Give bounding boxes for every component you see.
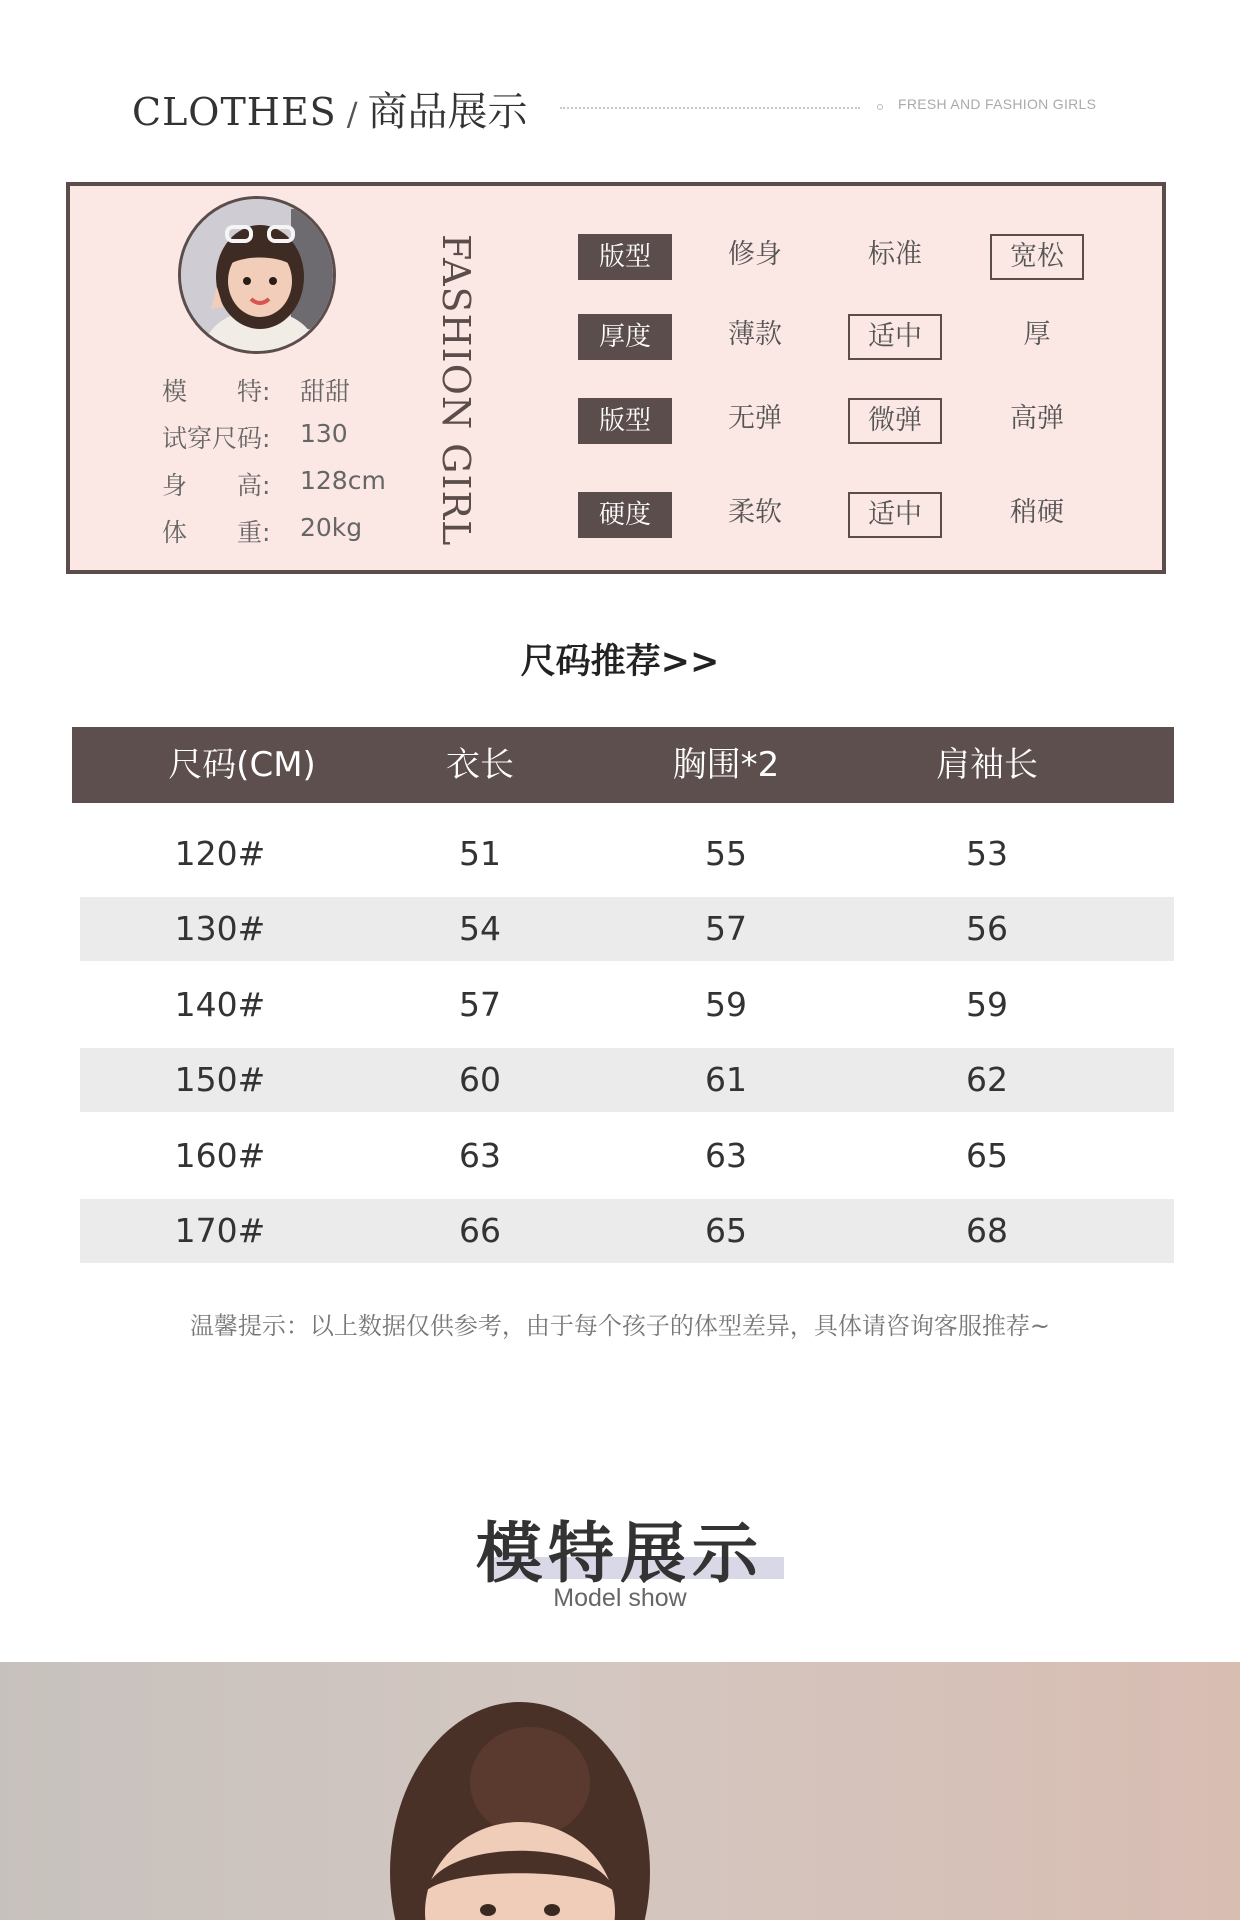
table-row [80, 897, 1174, 961]
section-title [132, 80, 528, 137]
cell-size: 140# [174, 985, 266, 1024]
attribute-option: 薄款 [728, 319, 782, 350]
cell-size: 120# [174, 834, 266, 873]
model-info-row [162, 419, 422, 466]
product-info-card [66, 182, 1166, 574]
attribute-row [578, 234, 1138, 280]
attribute-option-selected: 宽松 [990, 234, 1084, 280]
title-separator: / [346, 95, 358, 133]
model-info-list [162, 372, 422, 560]
column-header-chest: 胸围*2 [672, 745, 780, 785]
table-row [80, 1048, 1174, 1112]
info-value: 130 [300, 419, 348, 448]
model-portrait-icon [181, 199, 336, 354]
info-key: 模 特: [162, 377, 271, 406]
attribute-option-selected: 适中 [848, 492, 942, 538]
cell-chest: 59 [705, 985, 747, 1024]
cell-length: 54 [459, 909, 501, 948]
cell-sleeve: 68 [966, 1211, 1008, 1250]
info-value: 甜甜 [300, 377, 351, 406]
title-chinese: 商品展示 [367, 89, 528, 135]
size-recommend-title: 尺码推荐>> [520, 642, 720, 682]
table-row [80, 973, 1174, 1037]
attribute-row [578, 492, 1138, 538]
column-header-sleeve: 肩袖长 [936, 745, 1038, 785]
attribute-option: 高弹 [1010, 403, 1064, 434]
cell-chest: 57 [705, 909, 747, 948]
model-avatar [178, 196, 336, 354]
attribute-option: 稍硬 [1010, 497, 1064, 528]
cell-chest: 65 [705, 1211, 747, 1250]
cell-sleeve: 59 [966, 985, 1008, 1024]
attribute-label: 厚度 [578, 314, 672, 360]
cell-length: 51 [459, 834, 501, 873]
info-key: 身 高: [162, 471, 271, 500]
table-row [80, 1199, 1174, 1263]
cell-sleeve: 56 [966, 909, 1008, 948]
column-header-length: 衣长 [446, 745, 514, 785]
cell-length: 60 [459, 1060, 501, 1099]
attribute-row [578, 314, 1138, 360]
vertical-label: FASHION GIRL [434, 234, 478, 547]
model-info-row [162, 466, 422, 513]
attribute-option-selected: 微弹 [848, 398, 942, 444]
attribute-option: 无弹 [728, 403, 782, 434]
vertical-fashion-text [434, 234, 508, 547]
cell-length: 66 [459, 1211, 501, 1250]
title-english: CLOTHES [132, 90, 337, 134]
model-show-subtitle: Model show [553, 1584, 687, 1612]
attribute-option: 厚 [1023, 319, 1051, 350]
circle-bullet-icon [877, 104, 883, 110]
info-value: 128cm [300, 466, 386, 495]
cell-size: 150# [174, 1060, 266, 1099]
model-photo-illustration-icon [0, 1662, 1240, 1920]
cell-size: 160# [174, 1136, 266, 1175]
column-header-size: 尺码(CM) [168, 745, 316, 785]
dotted-divider [560, 107, 860, 109]
page-header [0, 0, 1240, 150]
model-photo [0, 1662, 1240, 1920]
attribute-option: 标准 [868, 239, 922, 270]
cell-size: 130# [174, 909, 266, 948]
cell-size: 170# [174, 1211, 266, 1250]
cell-length: 57 [459, 985, 501, 1024]
cell-length: 63 [459, 1136, 501, 1175]
table-row [80, 822, 1174, 886]
model-show-title: 模特展示 [476, 1515, 764, 1592]
info-value: 20kg [300, 513, 363, 542]
attribute-option: 柔软 [728, 497, 782, 528]
attribute-row [578, 398, 1138, 444]
model-info-row [162, 372, 422, 419]
attribute-label: 版型 [578, 398, 672, 444]
cell-chest: 61 [705, 1060, 747, 1099]
attribute-option-selected: 适中 [848, 314, 942, 360]
model-info-row [162, 513, 422, 560]
cell-chest: 55 [705, 834, 747, 873]
cell-sleeve: 62 [966, 1060, 1008, 1099]
tagline: FRESH AND FASHION GIRLS [898, 96, 1097, 112]
attribute-label: 硬度 [578, 492, 672, 538]
cell-chest: 63 [705, 1136, 747, 1175]
attribute-option: 修身 [728, 239, 782, 270]
info-key: 试穿尺码: [162, 424, 271, 453]
attribute-label: 版型 [578, 234, 672, 280]
cell-sleeve: 53 [966, 834, 1008, 873]
size-table-header [72, 727, 1174, 803]
size-tip-note: 温馨提示：以上数据仅供参考，由于每个孩子的体型差异，具体请咨询客服推荐~ [189, 1312, 1051, 1340]
info-key: 体 重: [162, 518, 271, 547]
cell-sleeve: 65 [966, 1136, 1008, 1175]
table-row [80, 1124, 1174, 1188]
